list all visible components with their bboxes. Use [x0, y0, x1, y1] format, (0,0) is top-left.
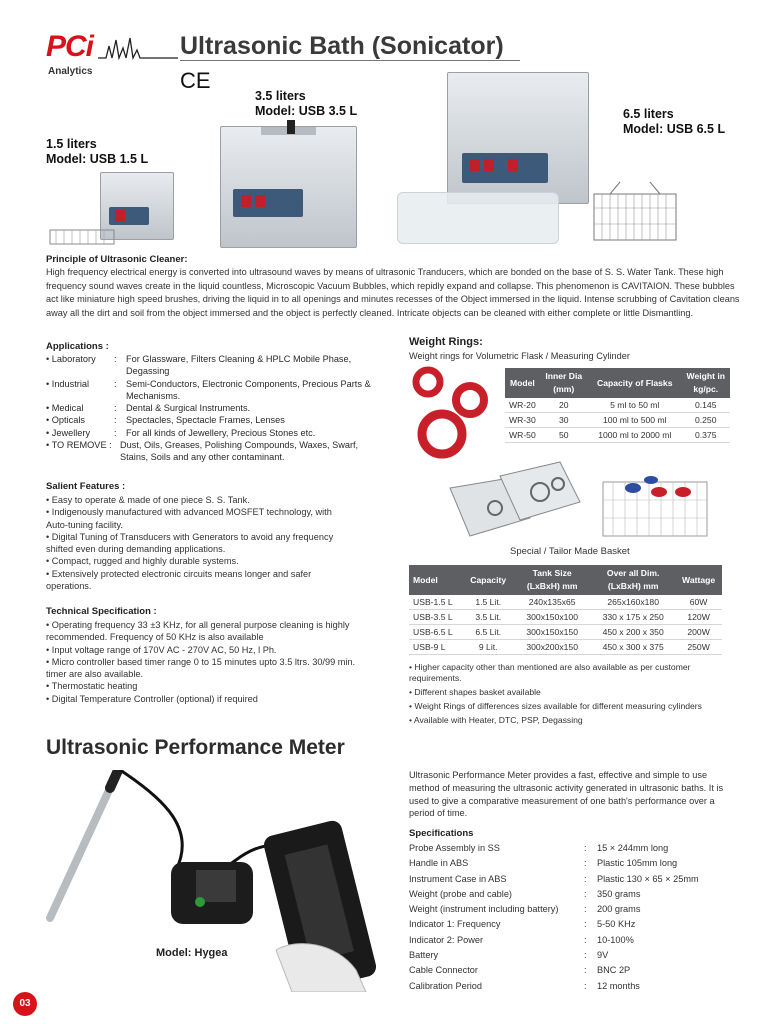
weight-rings-table — [505, 368, 730, 443]
table-row: USB-6.5 L 6.5 Lit. 300x150x150 450 x 200 x 350 200W — [409, 625, 722, 640]
principle-text: High frequency electrical energy is converted into ultrasound waves by means of ultrasonic Tranducers, which are bonded on the base of S. S. Water Tank. These high frequency sound waves create in the liquid countless, Microscopic Vacuum Bubbles, which repidly expand and collapse. This phenomenon is CAVITAION. These bubbles act like miniature high speed brushes, driving the liquid in to all openings and minutes recesses of the Object immersed in the liquid. Intense scrubbing of Cavitation cleans away all the dirt and soil from the object immersed and the object is perfectly cleaned. Intricate objects can be cleaned with either complete or little Dismantling. — [46, 267, 740, 318]
page-number-badge: 03 — [13, 992, 37, 1016]
list-item: • Operating frequency 33 ±3 KHz, for all general purpose cleaning is highly recommended. Frequency of 50 KHz is also available — [46, 620, 350, 643]
brand-logo: PCi — [46, 30, 94, 63]
ce-mark: CE — [180, 68, 211, 93]
flask-rack-photo — [597, 452, 712, 542]
applications-list — [46, 353, 386, 464]
list-item: • Weight Rings of differences sizes available for different measuring cylinders — [409, 701, 702, 711]
spec-heading: Specifications — [409, 828, 474, 839]
list-item: • Different shapes basket available — [409, 687, 541, 697]
bath-6-5-photo — [447, 72, 589, 204]
weight-rings-heading: Weight Rings: — [409, 336, 483, 348]
table-row: WR-30 30 100 ml to 500 ml 0.250 — [505, 413, 730, 428]
spec-row: Calibration Period : 12 months — [409, 980, 640, 991]
list-item: • Higher capacity other than mentioned are also available as per customer requirements. — [409, 662, 691, 683]
list-item: • Micro controller based timer range 0 to 15 minutes upto 3.5 ltrs. 30/99 min. timer are also available. — [46, 656, 356, 680]
weight-rings-subheading: Weight rings for Volumetric Flask / Measuring Cylinder — [409, 351, 630, 361]
salient-list — [46, 494, 351, 592]
meter-model-caption: Model: Hygea — [156, 947, 228, 959]
page-title: Ultrasonic Bath (Sonicator) — [180, 32, 504, 60]
list-item: • Laboratory : For Glassware, Filters Cleaning & HPLC Mobile Phase, Degassing — [46, 354, 352, 377]
spec-row: Cable Connector : BNC 2P — [409, 965, 631, 976]
model-label-6-5: 6.5 liters Model: USB 6.5 L — [623, 107, 726, 136]
logo-waveform-icon — [98, 36, 178, 62]
list-item: • Indigenously manufactured with advanced MOSFET technology, with Auto-tuning facility. — [46, 507, 332, 530]
table-header: Weight in kg/pc. — [682, 368, 730, 398]
list-item: • Compact, rugged and highly durable systems. — [46, 556, 239, 567]
table-header: Capacity of Flasks — [588, 368, 682, 398]
list-item: • Thermostatic heating — [46, 681, 138, 692]
table-header: Over all Dim. (LxBxH) mm — [591, 565, 675, 595]
spec-row: Indicator 2: Power : 10-100% — [409, 934, 634, 945]
applications-heading: Applications : — [46, 341, 109, 352]
table-row: WR-20 20 5 ml to 50 ml 0.145 — [505, 398, 730, 413]
bath-3-5-photo — [220, 126, 357, 248]
table-header: Model — [505, 368, 540, 398]
weight-rings-photo — [410, 364, 502, 460]
table-row: WR-50 50 1000 ml to 2000 ml 0.375 — [505, 428, 730, 443]
lid-knob — [287, 120, 295, 134]
spec-row: Indicator 1: Frequency : 5-50 KHz — [409, 919, 636, 930]
list-item: • Input voltage range of 170V AC - 270V AC, 50 Hz, l Ph. — [46, 644, 277, 655]
list-item: • Easy to operate & made of one piece S. S. Tank. — [46, 495, 250, 505]
tailor-basket-photo — [440, 458, 590, 544]
basket-large-icon — [590, 180, 682, 250]
spec-row: Weight (probe and cable) : 350 grams — [409, 888, 641, 899]
model-label-1-5: 1.5 liters Model: USB 1.5 L — [46, 137, 149, 166]
table-row: USB-3.5 L 3.5 Lit. 300x150x100 330 x 175 x 250 120W — [409, 610, 722, 625]
table-header: Tank Size (LxBxH) mm — [513, 565, 591, 595]
spec-list — [409, 841, 739, 994]
list-item: • Digital Tuning of Transducers with Generators to avoid any frequency shifted even during demanding applications. — [46, 531, 334, 555]
technical-heading: Technical Specification : — [46, 606, 157, 617]
table-row: USB-1.5 L 1.5 Lit. 240x135x65 265x160x180 60W — [409, 595, 722, 610]
model-label-3-5: 3.5 liters Model: USB 3.5 L — [255, 89, 358, 118]
table-header: Wattage — [675, 565, 722, 595]
list-item: • Jewellery : For all kinds of Jewellery, Precious Stones etc. — [46, 427, 316, 438]
spec-row: Probe Assembly in SS : 15 × 244mm long — [409, 843, 669, 853]
notes-list — [409, 662, 739, 726]
table-row: USB-9 L 9 Lit. 300x200x150 450 x 300 x 375 250W — [409, 640, 722, 655]
brand-subtitle: Analytics — [48, 66, 93, 77]
list-item: • TO REMOVE : Dust, Oils, Greases, Polishing Compounds, Waxes, Swarf, Stains, Soils and any other contaminant. — [46, 440, 359, 463]
spec-row: Weight (instrument including battery) : 200 grams — [409, 904, 641, 915]
salient-heading: Salient Features : — [46, 481, 126, 492]
models-table — [409, 565, 722, 655]
list-item: • Available with Heater, DTC, PSP, Degassing — [409, 715, 583, 725]
table-header: Inner Dia (mm) — [540, 368, 588, 398]
basket-caption: Special / Tailor Made Basket — [510, 546, 630, 557]
basket-small-icon — [48, 226, 118, 248]
meter-section-title: Ultrasonic Performance Meter — [46, 736, 345, 759]
technical-list — [46, 619, 361, 705]
list-item: • Industrial : Semi-Conductors, Electronic Components, Precious Parts & Mechanisms. — [46, 378, 371, 401]
spec-row: Instrument Case in ABS : Plastic 130 × 65 × 25mm — [409, 873, 699, 884]
principle-heading: Principle of Ultrasonic Cleaner: — [46, 254, 188, 265]
meter-description: Ultrasonic Performance Meter provides a fast, effective and simple to use method of measuring the ultrasonic activity generated in ultrasonic baths. It is used to give a comparative measurement of one bath's performance over a period of time. — [409, 770, 724, 819]
title-divider — [180, 60, 520, 61]
table-header: Capacity — [463, 565, 513, 595]
list-item: • Medical : Dental & Surgical Instruments. — [46, 403, 251, 414]
table-header: Model — [409, 565, 463, 595]
list-item: • Digital Temperature Controller (optional) if required — [46, 693, 258, 704]
list-item: • Opticals : Spectacles, Spectacle Frames, Lenses — [46, 415, 285, 426]
bath-lid-photo — [397, 192, 559, 244]
spec-row: Battery : 9V — [409, 950, 609, 961]
spec-row: Handle in ABS : Plastic 105mm long — [409, 858, 678, 869]
list-item: • Extensively protected electronic circuits means longer and safer operations. — [46, 568, 312, 592]
